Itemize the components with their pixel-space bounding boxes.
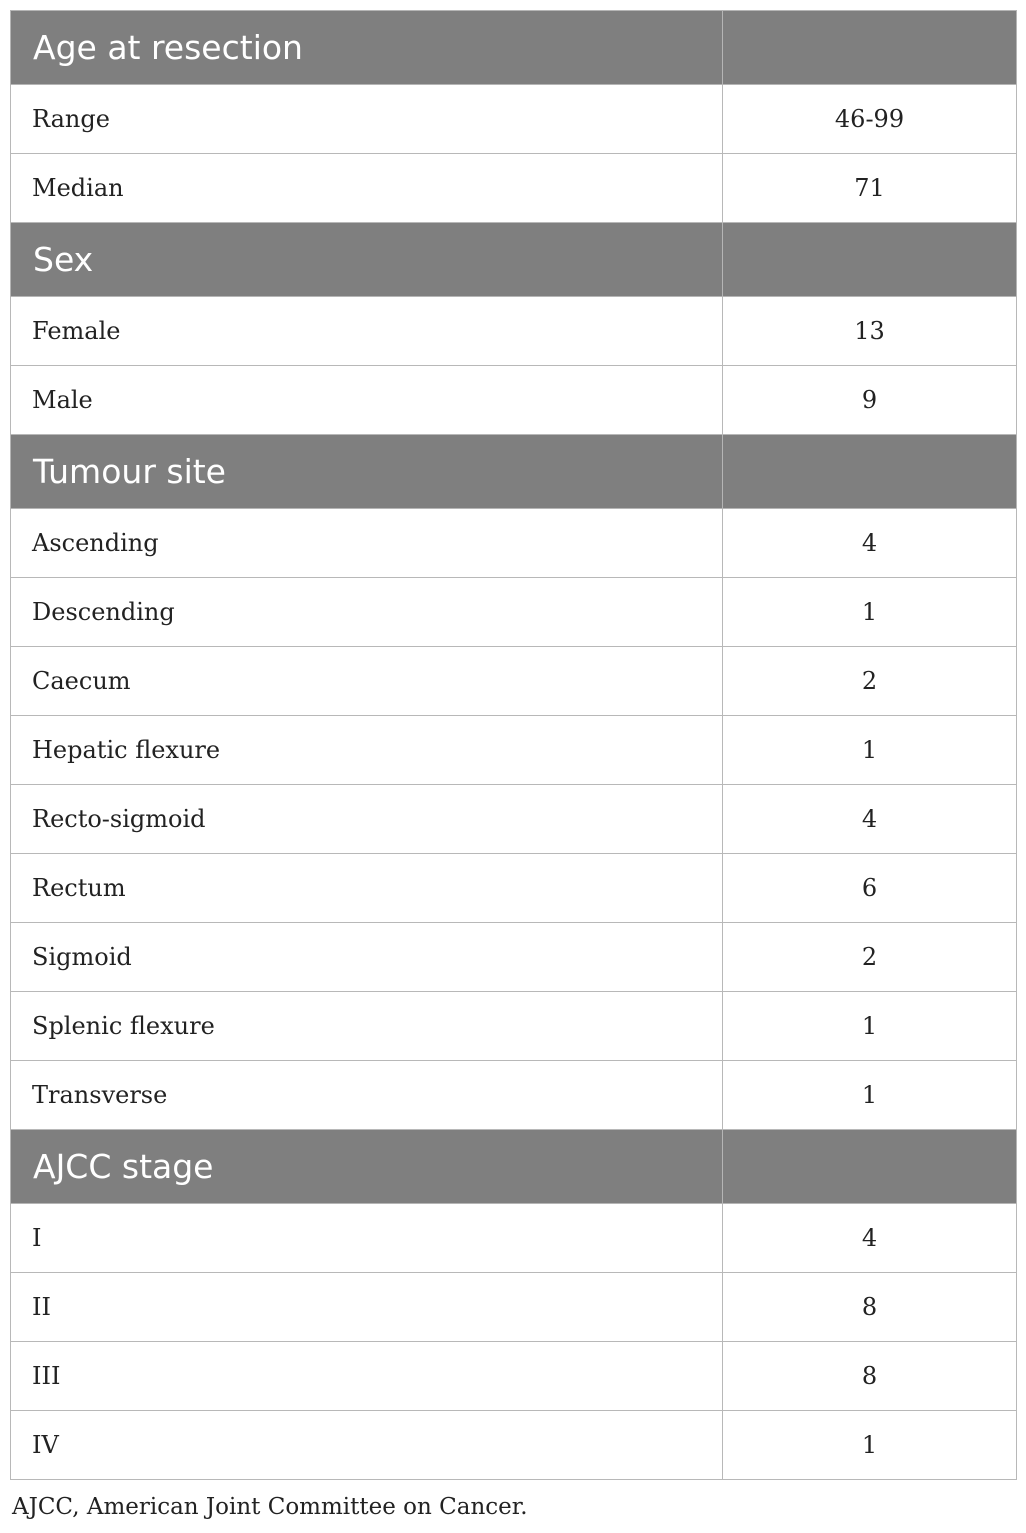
row-label: Ascending (11, 509, 723, 578)
row-value: 8 (723, 1342, 1017, 1411)
row-value: 2 (723, 647, 1017, 716)
section-header-row (11, 1130, 1017, 1204)
row-value: 1 (723, 578, 1017, 647)
section-heading-blank-cell (723, 1130, 1017, 1204)
section-heading: Sex (11, 223, 723, 297)
row-value: 71 (723, 154, 1017, 223)
row-label: Range (11, 85, 723, 154)
table-row (11, 647, 1017, 716)
row-value: 4 (723, 785, 1017, 854)
section-header-row (11, 223, 1017, 297)
section-heading-blank-cell (723, 11, 1017, 85)
section-heading-blank-cell (723, 223, 1017, 297)
row-label: IV (11, 1411, 723, 1480)
section-header-row (11, 11, 1017, 85)
section-heading-blank-cell (723, 435, 1017, 509)
table-row (11, 1342, 1017, 1411)
section-header-row (11, 435, 1017, 509)
row-label: Splenic flexure (11, 992, 723, 1061)
table-row (11, 85, 1017, 154)
table-row (11, 366, 1017, 435)
row-label: Male (11, 366, 723, 435)
row-value: 8 (723, 1273, 1017, 1342)
row-label: Rectum (11, 854, 723, 923)
row-label: Median (11, 154, 723, 223)
table-row (11, 923, 1017, 992)
row-label: II (11, 1273, 723, 1342)
row-label: III (11, 1342, 723, 1411)
demographics-table-container (10, 10, 1016, 1480)
table-row (11, 1204, 1017, 1273)
table-row (11, 1273, 1017, 1342)
row-label: Hepatic flexure (11, 716, 723, 785)
section-heading: Age at resection (11, 11, 723, 85)
section-heading: Tumour site (11, 435, 723, 509)
row-value: 46-99 (723, 85, 1017, 154)
row-label: Descending (11, 578, 723, 647)
row-label: Sigmoid (11, 923, 723, 992)
row-label: Female (11, 297, 723, 366)
row-label: Caecum (11, 647, 723, 716)
row-label: I (11, 1204, 723, 1273)
table-footnote: AJCC, American Joint Committee on Cancer. (12, 1494, 528, 1520)
table-row (11, 1061, 1017, 1130)
section-heading: AJCC stage (11, 1130, 723, 1204)
demographics-table (10, 10, 1017, 1480)
row-value: 1 (723, 1411, 1017, 1480)
table-row (11, 992, 1017, 1061)
table-row (11, 154, 1017, 223)
table-row (11, 1411, 1017, 1480)
table-row (11, 854, 1017, 923)
row-value: 6 (723, 854, 1017, 923)
row-value: 4 (723, 509, 1017, 578)
table-row (11, 785, 1017, 854)
table-row (11, 509, 1017, 578)
row-value: 1 (723, 992, 1017, 1061)
row-label: Recto-sigmoid (11, 785, 723, 854)
table-row (11, 716, 1017, 785)
row-value: 1 (723, 716, 1017, 785)
row-value: 2 (723, 923, 1017, 992)
table-row (11, 297, 1017, 366)
row-value: 4 (723, 1204, 1017, 1273)
table-row (11, 578, 1017, 647)
row-value: 9 (723, 366, 1017, 435)
row-value: 13 (723, 297, 1017, 366)
row-value: 1 (723, 1061, 1017, 1130)
row-label: Transverse (11, 1061, 723, 1130)
